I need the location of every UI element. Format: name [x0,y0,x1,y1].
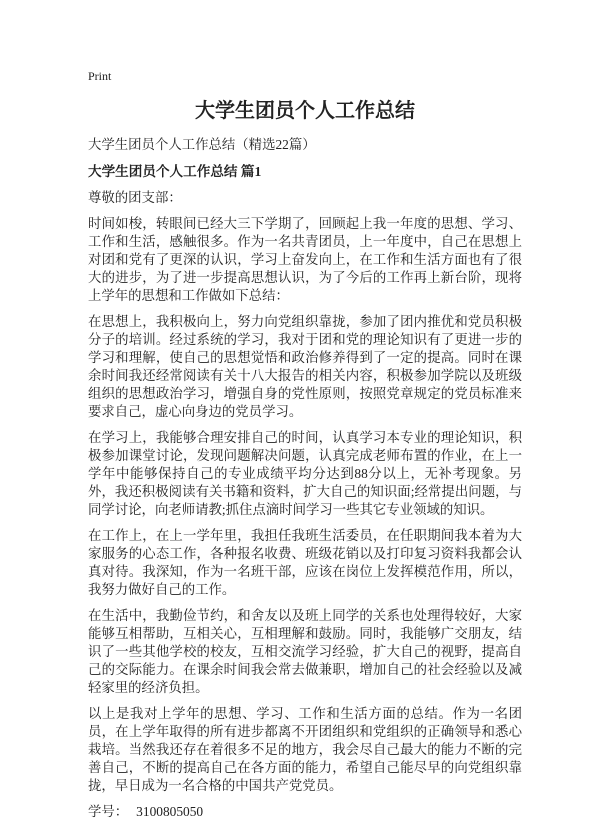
student-id-line [88,803,522,821]
paragraph: 在工作上，在上一学年里，我担任我班生活委员，在任职期间我本着为大家服务的心态工作，各种报名收费、班级花销以及打印复习资料我都会认真对待。我深知，作为一名班干部，应该在岗位上发挥模范作用，所以，我努力做好自己的工作。 [88,528,522,597]
paragraph: 在学习上，我能够合理安排自己的时间，认真学习本专业的理论知识，积极参加课堂讨论，发现问题解决问题，认真完成老师布置的作业，在上一学年中能够保持自己的专业成绩平均分达到88分以上，无补考现象。另外，我还积极阅读有关书籍和资料，扩大自己的知识面;经常提出问题，与同学讨论，向老师请教;抓住点滴时间学习一些其它专业领域的知识。 [88,430,522,517]
paragraph: 以上是我对上学年的思想、学习、工作和生活方面的总结。作为一名团员，在上学年取得的所有进步都离不开团组织和党组织的正确领导和悉心栽培。当然我还存在着很多不足的地方，我会尽自己最大的能力不断的完善自己，不断的提高自己在各方面的能力，希望自己能尽早的向党组织靠拢，早日成为一名合格的中国共产党党员。 [88,706,522,793]
section-heading: 大学生团员个人工作总结 篇1 [88,164,262,179]
student-id-label: 学号： [88,804,129,819]
paragraph: 在思想上，我积极向上，努力向党组织靠拢，参加了团内推优和党员积极分子的培训。经过系统的学习，我对于团和党的理论知识有了更进一步的学习和理解，使自己的思想觉悟和政治修养得到了一定的提高。同时在课余时间我还经常阅读有关十八大报告的相关内容，积极参加学院以及班级组织的思想政治学习，增强自身的党性原则，按照党章规定的党员标准来要求自己，虚心向身边的党员学习。 [88,314,522,419]
document-page [88,68,522,821]
greeting: 尊敬的团支部： [88,190,182,205]
print-label: Print [88,69,112,83]
document-title: 大学生团员个人工作总结 [195,100,415,122]
paragraph: 在生活中，我勤俭节约，和舍友以及班上同学的关系也处理得较好，大家能够互相帮助，互相关心，互相理解和鼓励。同时，我能够广交朋友，结识了一些其他学校的校友，互相交流学习经验，扩大自己的视野，提高自己的交际能力。在课余时间我会常去做兼职，增加自己的社会经验以及减轻家里的经济负担。 [88,608,522,695]
student-id-value: 3100805050 [136,804,204,819]
document-subtitle: 大学生团员个人工作总结（精选22篇） [88,137,316,152]
paragraph: 时间如梭，转眼间已经大三下学期了，回顾起上我一年度的思想、学习、工作和生活，感触很多。作为一名共青团员，上一年度中，自己在思想上对团和党有了更深的认识，学习上奋发向上，在工作和生活方面也有了很大的进步，为了进一步提高思想认识，为了今后的工作再上新台阶，现将上学年的思想和工作做如下总结： [88,216,522,303]
